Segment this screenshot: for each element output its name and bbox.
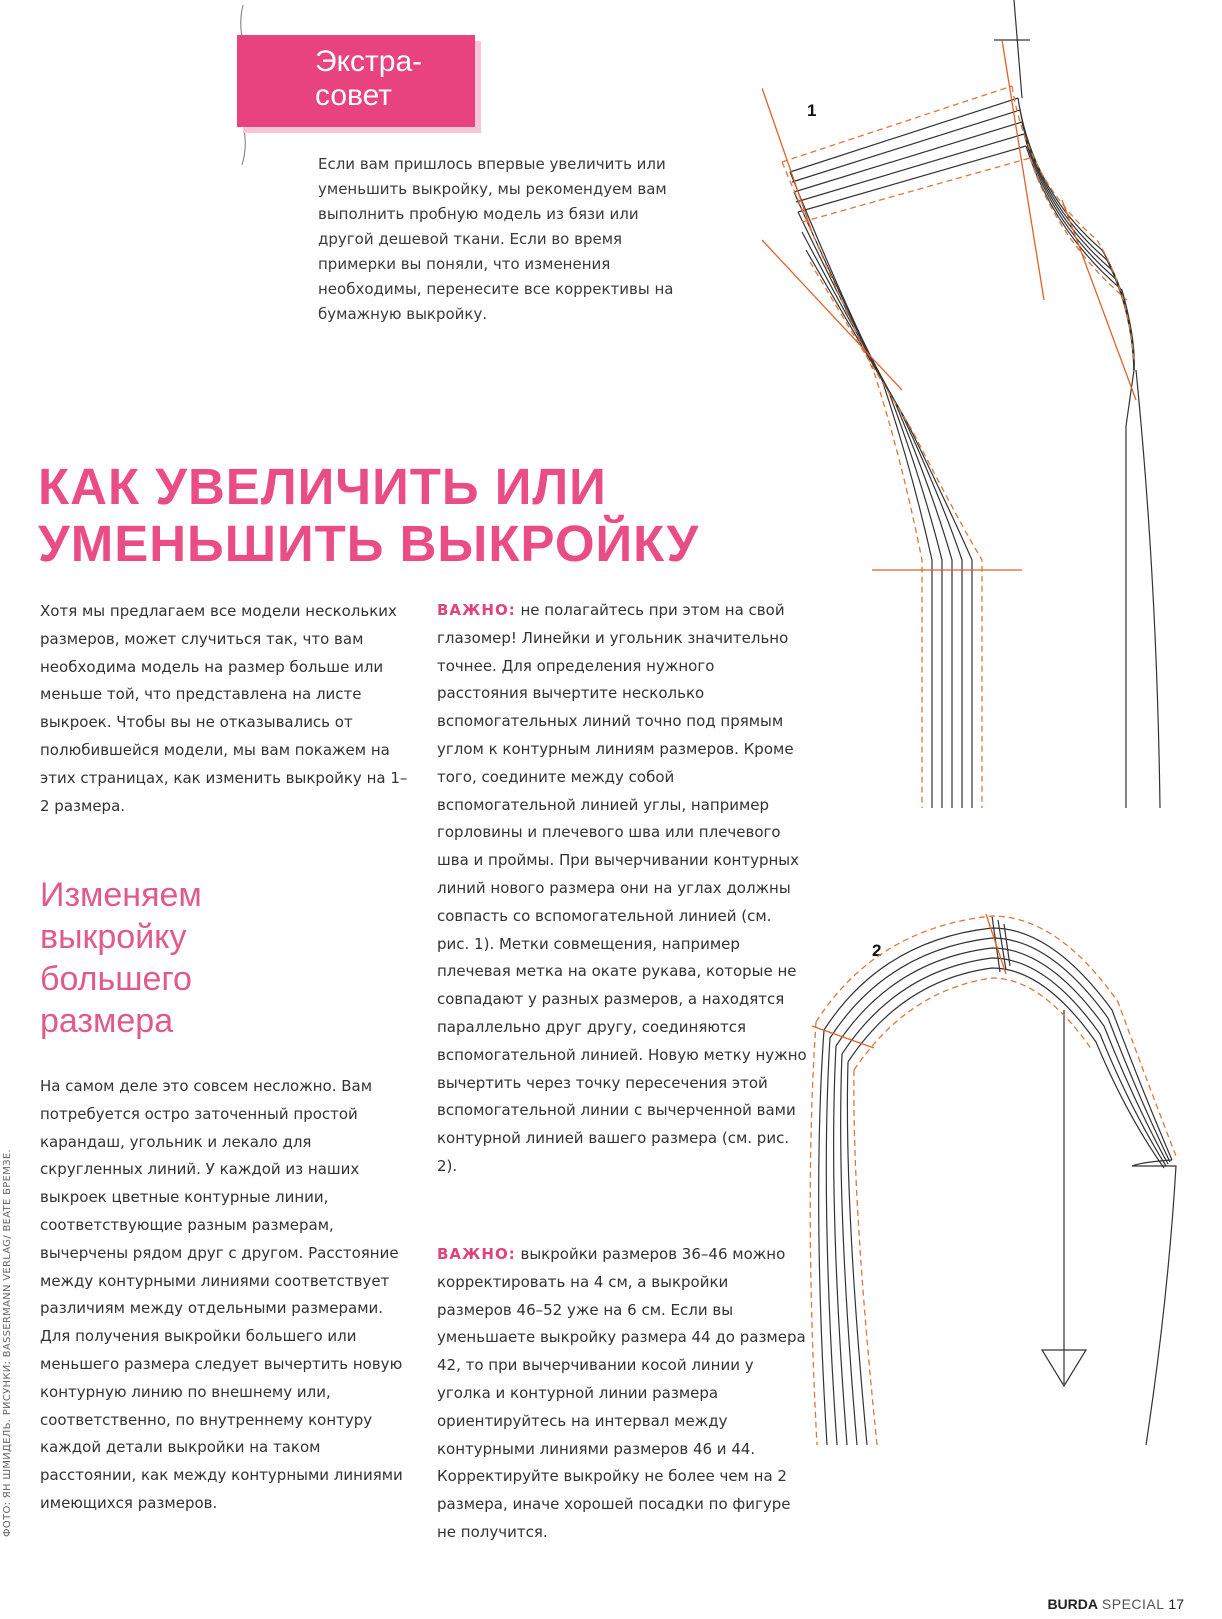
section-heading: Изменяем выкройку большего размера (40, 876, 202, 1040)
extra-tip-text: Если вам пришлось впервые увеличить или уменьшить выкройку, мы рекомендуем вам выполнить пробную модель из бязи или другой дешевой ткани. Если во время примерки вы поняли, что изменения необходимы, перенесите все коррективы на бумажную выкройку. (318, 155, 674, 323)
important-label: ВАЖНО: (437, 601, 516, 619)
important-note-text: не полагайтесь при этом на свой глазомер! Линейки и угольник значительно точнее. Для определения нужного расстояния вычертите несколько вспомогательных линий точно под прямым углом к контурным линиям размеров. Кроме того, соедините между собой вспомогательной линией углы, например горловины и плечевого шва или плечевого шва и проймы. При вычерчивании контурных линий нового размера они на углах должны совпасть со вспомогательной линией (см. рис. 1). Метки совмещения, например плечевая метка на окате рукава, которые не совпадают у разных размеров, а находятся параллельно друг другу, соединяются вспомогательной линией. Новую метку нужно вычертить через точку пересечения этой вспомогательной линии с вычерченной вами контурной линией вашего размера (см. рис. 2). (437, 601, 807, 1175)
intro-paragraph: Хотя мы предлагаем все модели нескольких размеров, может случиться так, что вам необходима модель на размер больше или меньше той, что представлена на листе выкроек. Чтобы вы не отказывались от полюбившейся модели, мы вам покажем на этих страницах, как изменить выкройку на 1–2 размера. (40, 602, 408, 815)
magazine-edition: SPECIAL (1101, 1596, 1165, 1612)
section-body: На самом деле это совсем несложно. Вам потребуется остро заточенный простой карандаш, угольник и лекало для скругленных линий. У каждой из наших выкроек цветные контурные линии, соответствующие разным размерам, вычерчены рядом друг с другом. Расстояние между контурными линиями соответствует различиям между отдельными размерами. Для получения выкройки большего или меньшего размера следует вычертить новую контурную линию по внешнему или, соответственно, по внутреннему контуру каждой детали выкройки на таком расстоянии, как между контурными линиями имеющихся размеров. (40, 1077, 403, 1512)
important-note-1 (437, 597, 807, 1181)
page-title: КАК УВЕЛИЧИТЬ ИЛИ УМЕНЬШИТЬ ВЫКРОЙКУ (38, 458, 700, 572)
important-label: ВАЖНО: (437, 1245, 516, 1263)
figure-2-label: 2 (872, 941, 882, 960)
figure-2-sleeve-diagram (792, 900, 1222, 1500)
extra-tip-badge (237, 35, 475, 127)
page-number: 17 (1168, 1596, 1184, 1612)
extra-tip-title: Экстра- совет (315, 45, 423, 112)
figure-1-bodice-diagram (762, 0, 1222, 820)
page-footer (1047, 1596, 1184, 1612)
important-note-text: выкройки размеров 36–46 можно корректировать на 4 см, а выкройки размеров 46–52 уже на 6 см. Если вы уменьшаете выкройку размера 44 до размера 42, то при вычерчивании косой линии у уголка и контурной линии размера ориентируйтесь на интервал между контурными линиями размеров 46 и 44. Корректируйте выкройку не более чем на 2 размера, иначе хорошей посадки по фигуре не получится. (437, 1245, 806, 1541)
photo-credit: ФОТО: ЯН ШМИДЕЛЬ. РИСУНКИ: BASSERMANN VERLAG/ BEATE БРЕМЗЕ. (2, 1149, 13, 1537)
important-note-2 (437, 1241, 807, 1547)
figure-1-label: 1 (807, 101, 817, 120)
magazine-brand: BURDA (1047, 1596, 1098, 1612)
